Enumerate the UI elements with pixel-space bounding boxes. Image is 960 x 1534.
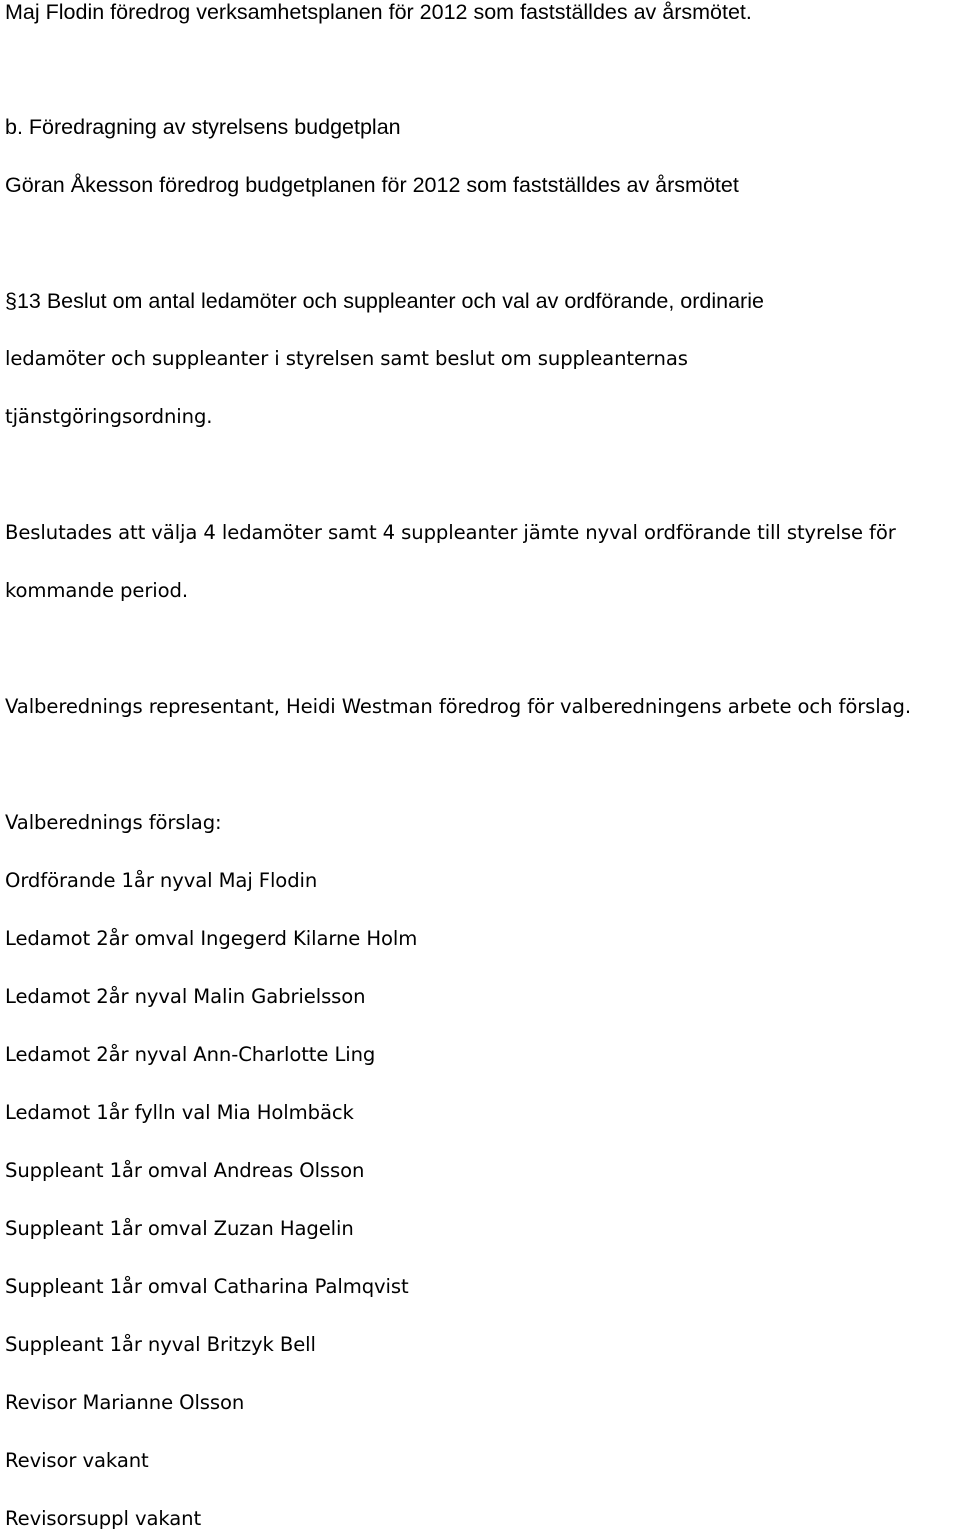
budgetplan-paragraph: Göran Åkesson föredrog budgetplanen för 2012 som fastställdes av årsmötet <box>5 173 739 197</box>
section-13-heading-line-1: §13 Beslut om antal ledamöter och suppleanter och val av ordförande, ordinarie <box>5 289 764 313</box>
proposal-item-deputy: Suppleant 1år nyval Britzyk Bell <box>5 1333 316 1356</box>
section-13-heading-line-3: tjänstgöringsordning. <box>5 405 213 428</box>
section-13-heading-line-2: ledamöter och suppleanter i styrelsen samt beslut om suppleanternas <box>5 347 688 370</box>
decision-paragraph-line-1: Beslutades att välja 4 ledamöter samt 4 suppleanter jämte nyval ordförande till styrelse för <box>5 521 896 544</box>
proposal-item-deputy-auditor: Revisorsuppl vakant <box>5 1507 202 1530</box>
proposal-item-member: Ledamot 2år omval Ingegerd Kilarne Holm <box>5 927 418 950</box>
proposal-item-auditor: Revisor Marianne Olsson <box>5 1391 245 1414</box>
proposal-item-deputy: Suppleant 1år omval Andreas Olsson <box>5 1159 365 1182</box>
decision-paragraph-line-2: kommande period. <box>5 579 189 602</box>
proposal-item-member: Ledamot 2år nyval Malin Gabrielsson <box>5 985 366 1008</box>
proposal-item-auditor: Revisor vakant <box>5 1449 149 1472</box>
proposal-heading: Valberednings förslag: <box>5 811 222 834</box>
nomination-paragraph: Valberednings representant, Heidi Westman föredrog för valberedningens arbete och förslag. <box>5 695 912 718</box>
proposal-item-member: Ledamot 2år nyval Ann-Charlotte Ling <box>5 1043 376 1066</box>
proposal-item-chair: Ordförande 1år nyval Maj Flodin <box>5 869 318 892</box>
verksamhetsplan-paragraph: Maj Flodin föredrog verksamhetsplanen för 2012 som fastställdes av årsmötet. <box>5 0 752 24</box>
proposal-item-deputy: Suppleant 1år omval Catharina Palmqvist <box>5 1275 409 1298</box>
budgetplan-heading: b. Föredragning av styrelsens budgetplan <box>5 115 401 139</box>
proposal-item-member: Ledamot 1år fylln val Mia Holmbäck <box>5 1101 354 1124</box>
proposal-item-deputy: Suppleant 1år omval Zuzan Hagelin <box>5 1217 354 1240</box>
